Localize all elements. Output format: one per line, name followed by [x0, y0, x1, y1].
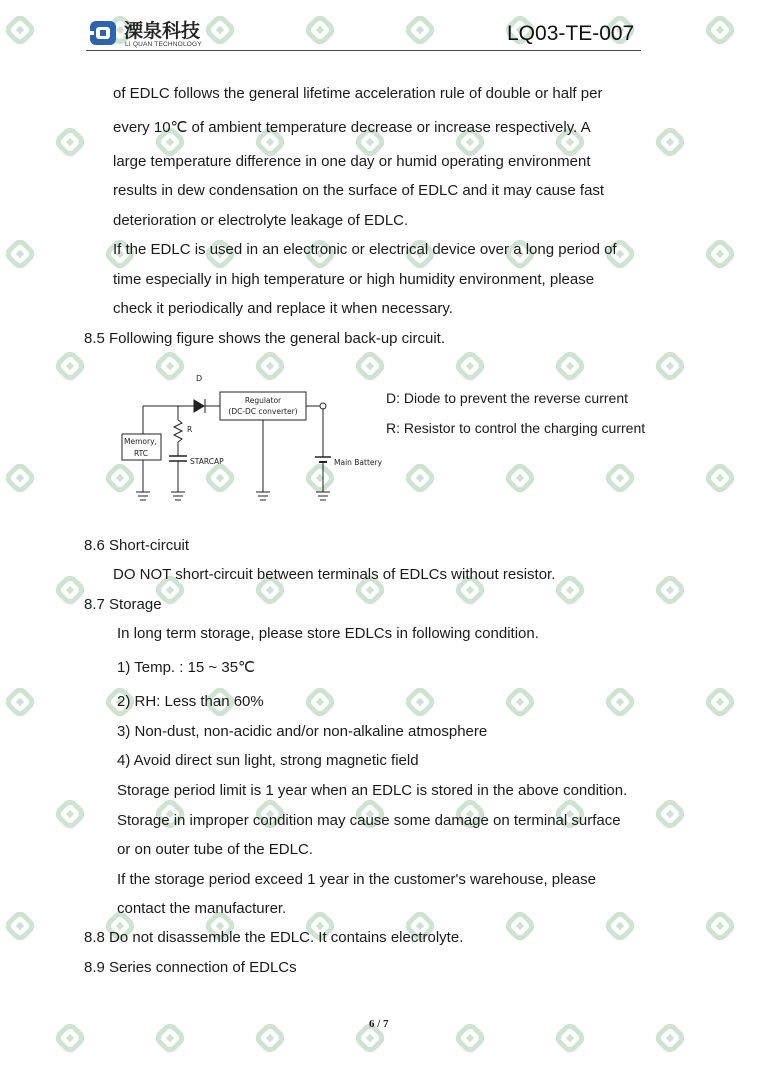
- watermark-logo-icon: [606, 912, 634, 940]
- page-number: 6 / 7: [369, 1018, 389, 1030]
- watermark-logo-icon: [6, 16, 34, 44]
- watermark-logo-icon: [6, 240, 34, 268]
- storage-intro: In long term storage, please store EDLCs in following condition.: [117, 625, 539, 642]
- watermark-logo-icon: [56, 800, 84, 828]
- body-line: check it periodically and replace it when necessary.: [113, 300, 453, 317]
- company-name-cn: 溧泉科技: [124, 20, 201, 42]
- watermark-logo-icon: [56, 352, 84, 380]
- resistor-symbol: [174, 420, 182, 442]
- resistor-label: R: [187, 425, 193, 434]
- body-line: time especially in high temperature or high humidity environment, please: [113, 271, 595, 288]
- watermark-logo-icon: [706, 240, 734, 268]
- watermark-logo-icon: [606, 688, 634, 716]
- company-name-en: LI QUAN TECHNOLOGY: [125, 41, 202, 48]
- storage-item: 1) Temp. : 15 ~ 35℃: [117, 659, 255, 676]
- watermark-logo-icon: [556, 576, 584, 604]
- body-line: of EDLC follows the general lifetime acceleration rule of double or half per: [113, 85, 603, 102]
- watermark-logo-icon: [306, 688, 334, 716]
- watermark-logo-icon: [406, 16, 434, 44]
- watermark-logo-icon: [6, 464, 34, 492]
- section-8-7-heading: 8.7 Storage: [84, 596, 162, 613]
- legend-resistor: R: Resistor to control the charging current: [386, 420, 646, 436]
- diode-label: D: [196, 374, 203, 383]
- storage-item: 4) Avoid direct sun light, strong magnetic field: [117, 752, 419, 769]
- header-rule: [86, 50, 641, 51]
- watermark-logo-icon: [656, 800, 684, 828]
- watermark-logo-icon: [506, 464, 534, 492]
- section-8-5-heading: 8.5 Following figure shows the general back-up circuit.: [84, 330, 446, 347]
- legend-diode: D: Diode to prevent the reverse current: [386, 390, 629, 406]
- watermark-logo-icon: [706, 912, 734, 940]
- storage-note: or on outer tube of the EDLC.: [117, 841, 313, 858]
- watermark-logo-icon: [506, 912, 534, 940]
- storage-note: Storage period limit is 1 year when an EDLC is stored in the above condition.: [117, 782, 628, 799]
- watermark-logo-icon: [206, 16, 234, 44]
- watermark-logo-icon: [56, 576, 84, 604]
- watermark-logo-icon: [156, 1024, 184, 1052]
- watermark-logo-icon: [606, 464, 634, 492]
- watermark-logo-icon: [256, 1024, 284, 1052]
- watermark-logo-icon: [6, 688, 34, 716]
- storage-note: contact the manufacturer.: [117, 900, 287, 917]
- watermark-logo-icon: [656, 1024, 684, 1052]
- regulator-sublabel: (DC-DC converter): [228, 407, 298, 416]
- storage-note: Storage in improper condition may cause some damage on terminal surface: [117, 812, 621, 829]
- storage-item: 3) Non-dust, non-acidic and/or non-alkaline atmosphere: [117, 723, 488, 740]
- section-8-9-heading: 8.9 Series connection of EDLCs: [84, 959, 297, 976]
- main-battery-label: Main Battery: [334, 458, 383, 467]
- watermark-logo-icon: [56, 1024, 84, 1052]
- document-number: LQ03-TE-007: [507, 22, 635, 45]
- backup-circuit-diagram: [110, 368, 395, 513]
- watermark-logo-icon: [656, 128, 684, 156]
- watermark-logo-icon: [706, 688, 734, 716]
- watermark-logo-icon: [506, 688, 534, 716]
- storage-item: 2) RH: Less than 60%: [117, 693, 264, 710]
- starcap-label: STARCAP: [190, 457, 224, 466]
- regulator-label: Regulator: [244, 396, 282, 405]
- body-line: large temperature difference in one day or humid operating environment: [113, 153, 591, 170]
- watermark-logo-icon: [406, 464, 434, 492]
- watermark-logo-icon: [456, 352, 484, 380]
- company-logo-icon: [88, 18, 122, 48]
- body-line: every 10℃ of ambient temperature decrease or increase respectively. A: [113, 119, 591, 136]
- diode-symbol: [194, 400, 204, 412]
- body-line: If the EDLC is used in an electronic or electrical device over a long period of: [113, 241, 617, 258]
- watermark-logo-icon: [706, 464, 734, 492]
- section-8-6-heading: 8.6 Short-circuit: [84, 537, 190, 554]
- storage-note: If the storage period exceed 1 year in the customer's warehouse, please: [117, 871, 596, 888]
- ground-symbols: [136, 492, 330, 500]
- watermark-logo-icon: [56, 128, 84, 156]
- body-line: results in dew condensation on the surface of EDLC and it may cause fast: [113, 182, 605, 199]
- watermark-logo-icon: [556, 352, 584, 380]
- watermark-logo-icon: [456, 1024, 484, 1052]
- section-8-6-text: DO NOT short-circuit between terminals of EDLCs without resistor.: [113, 566, 556, 583]
- section-8-8-heading: 8.8 Do not disassemble the EDLC. It contains electrolyte.: [84, 929, 464, 946]
- watermark-logo-icon: [656, 352, 684, 380]
- body-line: deterioration or electrolyte leakage of EDLC.: [113, 212, 409, 229]
- memory-label: Memory,: [124, 437, 157, 446]
- watermark-logo-icon: [656, 576, 684, 604]
- watermark-logo-icon: [706, 16, 734, 44]
- watermark-logo-icon: [556, 1024, 584, 1052]
- watermark-logo-icon: [306, 16, 334, 44]
- watermark-logo-icon: [406, 688, 434, 716]
- watermark-logo-icon: [6, 912, 34, 940]
- rtc-label: RTC: [134, 449, 149, 458]
